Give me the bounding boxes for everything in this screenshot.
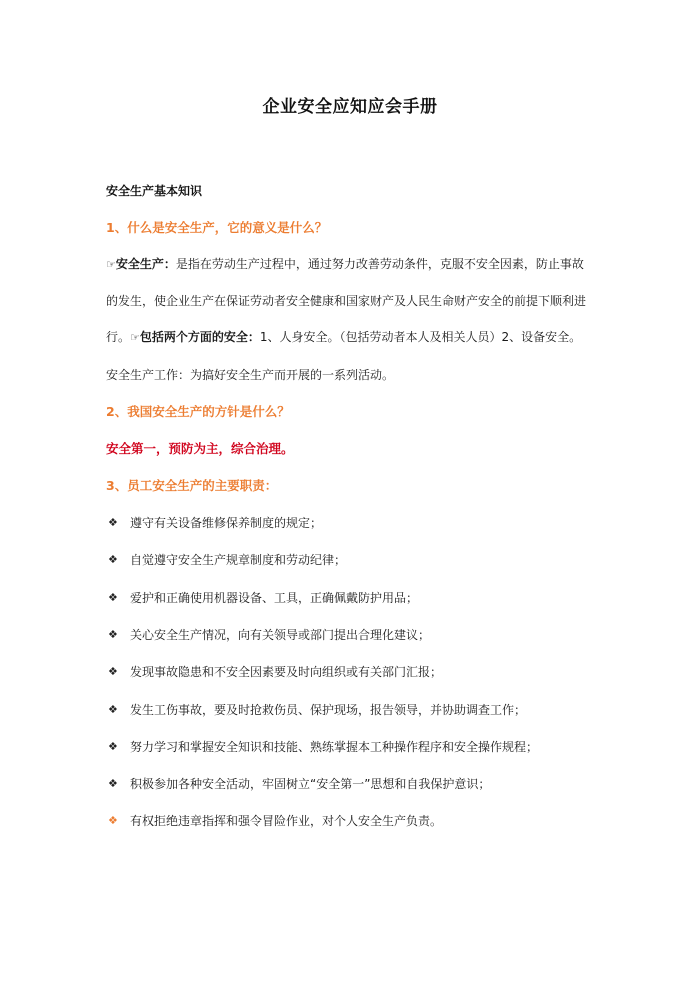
duty-item-text: 自觉遵守安全生产规章制度和劳动纪律； xyxy=(130,553,347,568)
diamond-bullet-icon: ❖ xyxy=(108,590,118,604)
diamond-bullet-icon: ❖ xyxy=(108,627,118,641)
duty-item xyxy=(108,738,538,755)
diamond-bullet-icon: ❖ xyxy=(108,516,118,529)
section-heading: 安全生产基本知识 xyxy=(106,184,203,198)
duty-item xyxy=(108,663,442,680)
paragraph-1-line-1 xyxy=(106,255,584,272)
term-two-aspects: 包括两个方面的安全： xyxy=(139,330,260,344)
paragraph-1-line-3-text: 1、人身安全。（包括劳动者本人及相关人员）2、设备安全。 xyxy=(259,330,582,344)
paragraph-1-line-3 xyxy=(106,328,581,345)
duty-item xyxy=(108,551,346,568)
duty-item-text: 发生工伤事故，要及时抢救伤员、保护现场，报告领导，并协助调查工作； xyxy=(130,702,527,717)
duty-item-text: 遵守有关设备维修保养制度的规定； xyxy=(130,516,323,530)
diamond-bullet-icon: ❖ xyxy=(108,777,118,791)
duty-item xyxy=(108,514,322,531)
answer-2-policy: 安全第一，预防为主，综合治理。 xyxy=(106,441,294,456)
term-safety-production: 安全生产： xyxy=(115,257,176,271)
question-2: 2、我国安全生产的方针是什么？ xyxy=(106,404,290,419)
diamond-bullet-icon: ❖ xyxy=(108,814,118,828)
question-3: 3、员工安全生产的主要职责： xyxy=(106,478,278,493)
duty-item xyxy=(108,775,490,792)
pointing-hand-icon: ☞ xyxy=(106,258,116,271)
duty-item-text: 积极参加各种安全活动，牢固树立“安全第一”思想和自我保护意识； xyxy=(130,777,491,792)
diamond-bullet-icon: ❖ xyxy=(108,739,118,753)
duty-item-text: 关心安全生产情况，向有关领导或部门提出合理化建议； xyxy=(130,627,431,642)
duty-item-text: 发现事故隐患和不安全因素要及时向组织或有关部门汇报； xyxy=(130,665,443,680)
document-title: 企业安全应知应会手册 xyxy=(262,97,438,117)
pointing-hand-icon: ☞ xyxy=(130,331,140,344)
question-1: 1、什么是安全生产，它的意义是什么？ xyxy=(106,220,328,235)
duty-item xyxy=(108,701,526,718)
diamond-bullet-icon: ❖ xyxy=(108,702,118,716)
duty-item-text: 努力学习和掌握安全知识和技能、熟练掌握本工种操作程序和安全操作规程； xyxy=(130,739,539,754)
paragraph-1-line-4: 安全生产工作：为搞好安全生产而开展的一系列活动。 xyxy=(106,368,395,382)
duty-item-text: 有权拒绝违章指挥和强令冒险作业，对个人安全生产负责。 xyxy=(130,814,443,829)
duty-item xyxy=(108,626,430,643)
duty-item xyxy=(108,589,418,606)
diamond-bullet-icon: ❖ xyxy=(108,553,118,567)
duty-item-text: 爱护和正确使用机器设备、工具，正确佩戴防护用品； xyxy=(130,590,419,605)
paragraph-1-line-1-text: 是指在劳动生产过程中，通过努力改善劳动条件，克服不安全因素，防止事故 xyxy=(175,257,584,271)
diamond-bullet-icon: ❖ xyxy=(108,665,118,679)
duty-item xyxy=(108,812,442,829)
paragraph-1-line-2: 的发生，使企业生产在保证劳动者安全健康和国家财产及人民生命财产安全的前提下顺利进 xyxy=(106,294,587,308)
paragraph-1-line-3-start: 行。 xyxy=(106,330,131,344)
